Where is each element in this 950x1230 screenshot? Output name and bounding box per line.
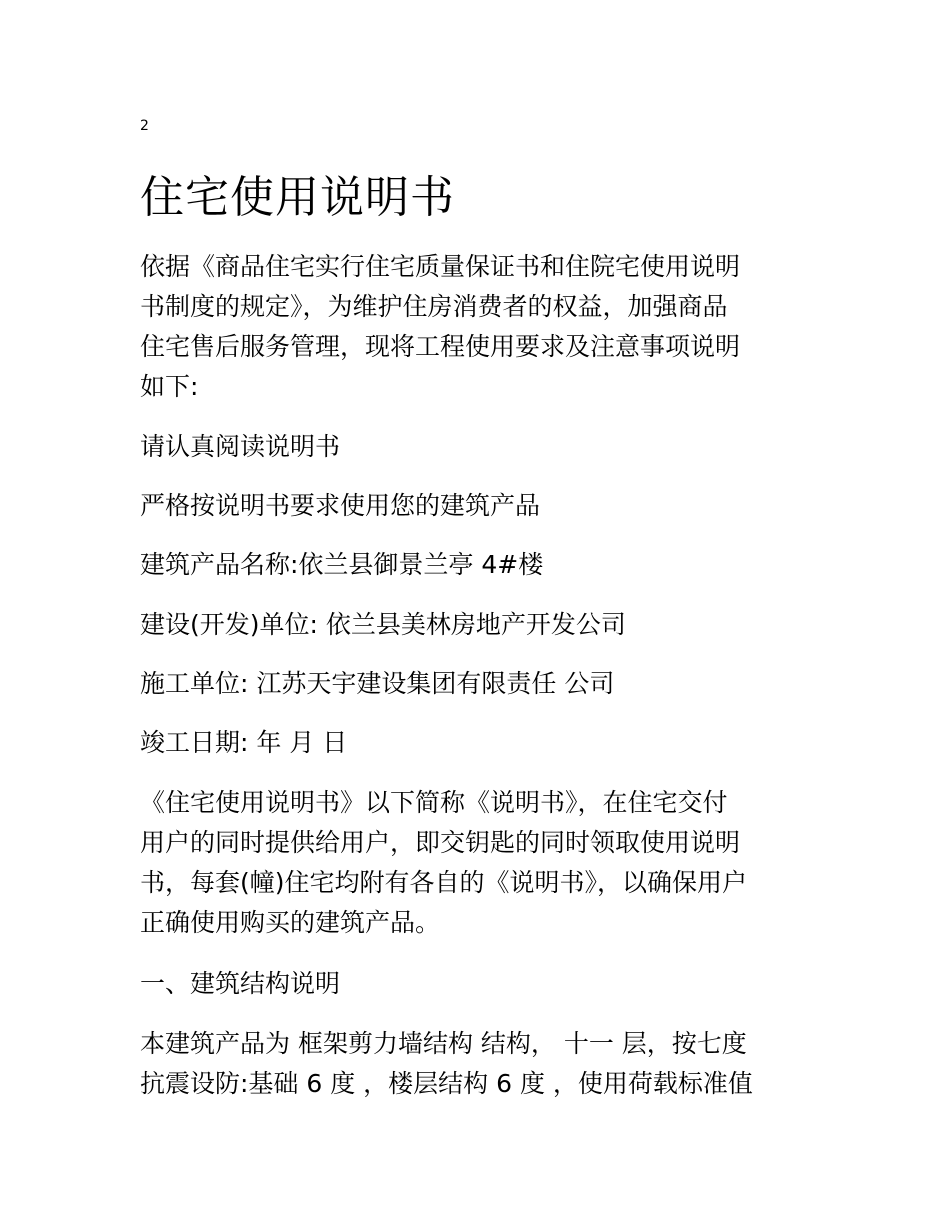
section-1-body-line: 本建筑产品为 框架剪力墙结构 结构， 十一 层，按七度 xyxy=(140,1029,747,1058)
manual-description-paragraph xyxy=(140,783,820,943)
contractor-line: 施工单位: 江苏天宇建设集团有限责任 公司 xyxy=(140,669,615,698)
intro-line: 依据《商品住宅实行住宅质量保证书和住院宅使用说明 xyxy=(140,252,741,281)
notice-use-line: 严格按说明书要求使用您的建筑产品 xyxy=(140,491,541,520)
intro-line: 书制度的规定》，为维护住房消费者的权益，加强商品 xyxy=(140,292,728,321)
section-1-body xyxy=(140,1024,820,1104)
page-number: 2 xyxy=(140,118,149,134)
developer-line: 建设(开发)单位: 依兰县美林房地产开发公司 xyxy=(140,610,626,639)
manual-description-line: 用户的同时提供给用户，即交钥匙的同时领取使用说明 xyxy=(140,828,741,857)
intro-paragraph xyxy=(140,247,820,407)
manual-description-line: 书，每套(幢)住宅均附有各自的《说明书》，以确保用户 xyxy=(140,868,748,897)
section-1-heading: 一、建筑结构说明 xyxy=(140,969,341,998)
intro-line: 住宅售后服务管理，现将工程使用要求及注意事项说明 xyxy=(140,332,741,361)
product-name-line: 建筑产品名称:依兰县御景兰亭 4#楼 xyxy=(140,550,544,579)
section-1-body-line: 抗震设防:基础 6 度 ，楼层结构 6 度 ，使用荷载标准值 xyxy=(140,1069,753,1098)
manual-description-line: 正确使用购买的建筑产品。 xyxy=(140,908,441,937)
manual-description-line: 《住宅使用说明书》以下简称《说明书》，在住宅交付 xyxy=(140,788,728,817)
document-title: 住宅使用说明书 xyxy=(140,172,455,223)
notice-read-line: 请认真阅读说明书 xyxy=(140,432,341,461)
intro-line: 如下: xyxy=(140,372,199,401)
completion-date-line: 竣工日期: 年 月 日 xyxy=(140,728,348,757)
